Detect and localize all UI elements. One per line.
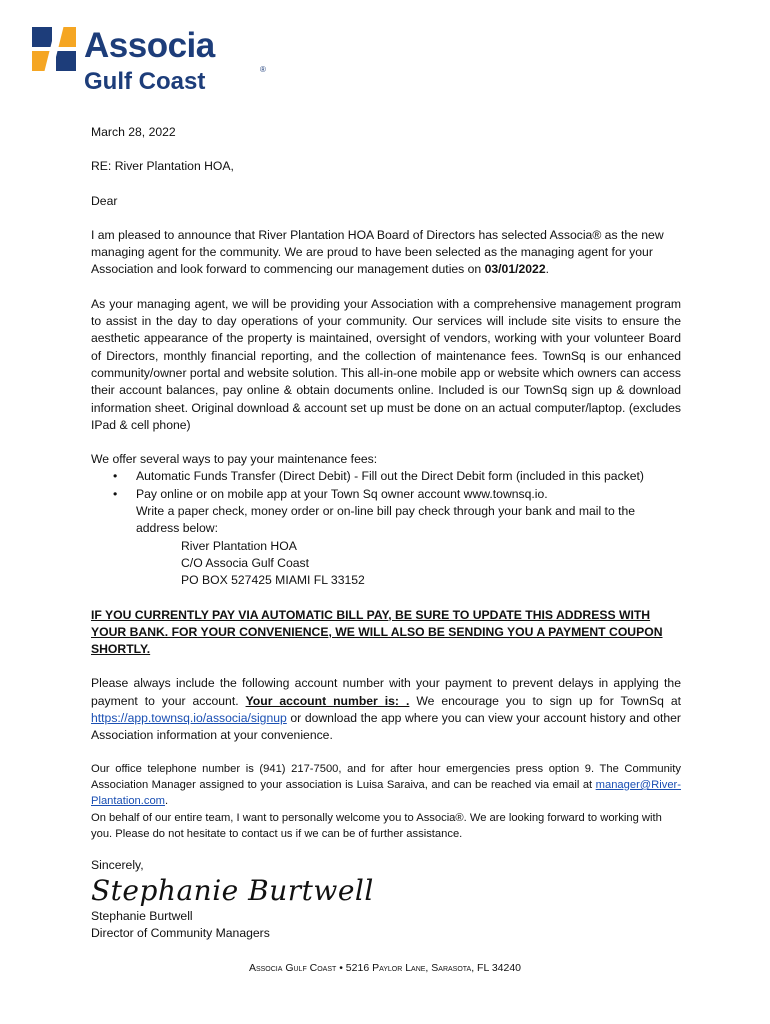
manager-email-link[interactable]: manager@River-Plantation.com [91,779,681,808]
letter-date: March 28, 2022 [91,125,176,139]
account-number-label: Your account number is: . [245,693,410,708]
townsq-signup-link[interactable]: https://app.townsq.io/associa/signup [91,711,287,726]
services-paragraph: As your managing agent, we will be providing your Association with a comprehensive management program to assist in the day to day operations of your community. Our services will include site visits to ensure the aesthetic appearance of the property is maintained, oversight of vendors, working with your volunteer Board of Directors, monthly financial reporting, and the collection of maintenance fees. TownSq is our enhanced community/owner portal and website solution. This all-in-one mobile app or website which owners can access their account balances, pay online & obtain documents online. Included is our TownSq sign up & download information sheet. Original download & account set up must be done on an actual computer/laptop. (excludes IPad & cell phone) [91,296,681,432]
welcome-paragraph: On behalf of our entire team, I want to personally welcome you to Associa®. We are looking forward to working with you. Please do not hesitate to contact us if we can be of further assistance. [91,811,662,841]
mailing-address-line3: PO BOX 527425 MIAMI FL 33152 [181,573,365,588]
bullet-icon: • [113,486,118,501]
associa-logo-mark-icon [32,27,78,73]
mailing-address-line1: River Plantation HOA [181,538,297,553]
account-number-paragraph: Please always include the following account number with your payment to prevent delays in applying the payment to your account. Your account number is: . We encourage you to sign up for TownSq at https://app.townsq.io/associa/signup or download the app where you can view your account history and other Association information at your convenience. [91,676,681,743]
associa-logo [32,26,266,97]
autopay-notice: IF YOU CURRENTLY PAY VIA AUTOMATIC BILL PAY, BE SURE TO UPDATE THIS ADDRESS WITH YOUR BANK. FOR YOUR CONVENIENCE, WE WILL ALSO BE SENDING YOU A PAYMENT COUPON SHORTLY. [91,607,663,657]
signer-title: Director of Community Managers [91,926,270,941]
announcement-paragraph: I am pleased to announce that River Plantation HOA Board of Directors has selected Associa® as the new managing agent for the community. We are proud to have been selected as the managing agent for your Association and look forward to commencing our management duties on 03/01/2022. [91,227,664,277]
list-item: • Pay online or on mobile app at your Town Sq owner account www.townsq.io. [91,486,681,503]
bullet-icon: • [113,469,118,484]
footer-separator: • [336,962,346,974]
letter-body [91,124,681,943]
letter-re-line: RE: River Plantation HOA, [91,159,234,174]
letter-salutation: Dear [91,193,118,208]
check-instructions: Write a paper check, money order or on-line bill pay check through your bank and mail to the address below: [136,504,636,536]
logo-name: Associa [84,26,215,65]
signer-name: Stephanie Burtwell [91,908,193,923]
logo-registered-mark: ® [260,65,266,74]
logo-subtitle: Gulf Coast [84,68,206,95]
payment-intro: We offer several ways to pay your maintenance fees: [91,452,378,467]
list-item: • Automatic Funds Transfer (Direct Debit) - Fill out the Direct Debit form (included in this packet) [91,468,681,485]
footer-address: 5216 Paylor Lane, Sarasota, FL 34240 [345,962,522,974]
payment-options-list [91,468,681,503]
footer-company: Associa Gulf Coast [248,962,337,974]
office-contact-paragraph: Our office telephone number is (941) 217-7500, and for after hour emergencies press option 9. The Community Association Manager assigned to your association is Luisa Saraiva, and can be reached via email at manager@River-Plantation.com. [91,762,681,808]
letterhead-footer [0,962,770,974]
letter-closing: Sincerely, [91,857,144,872]
start-date: 03/01/2022 [484,262,546,277]
mailing-address-line2: C/O Associa Gulf Coast [181,555,310,570]
handwritten-signature: Stephanie Burtwell [91,873,374,907]
